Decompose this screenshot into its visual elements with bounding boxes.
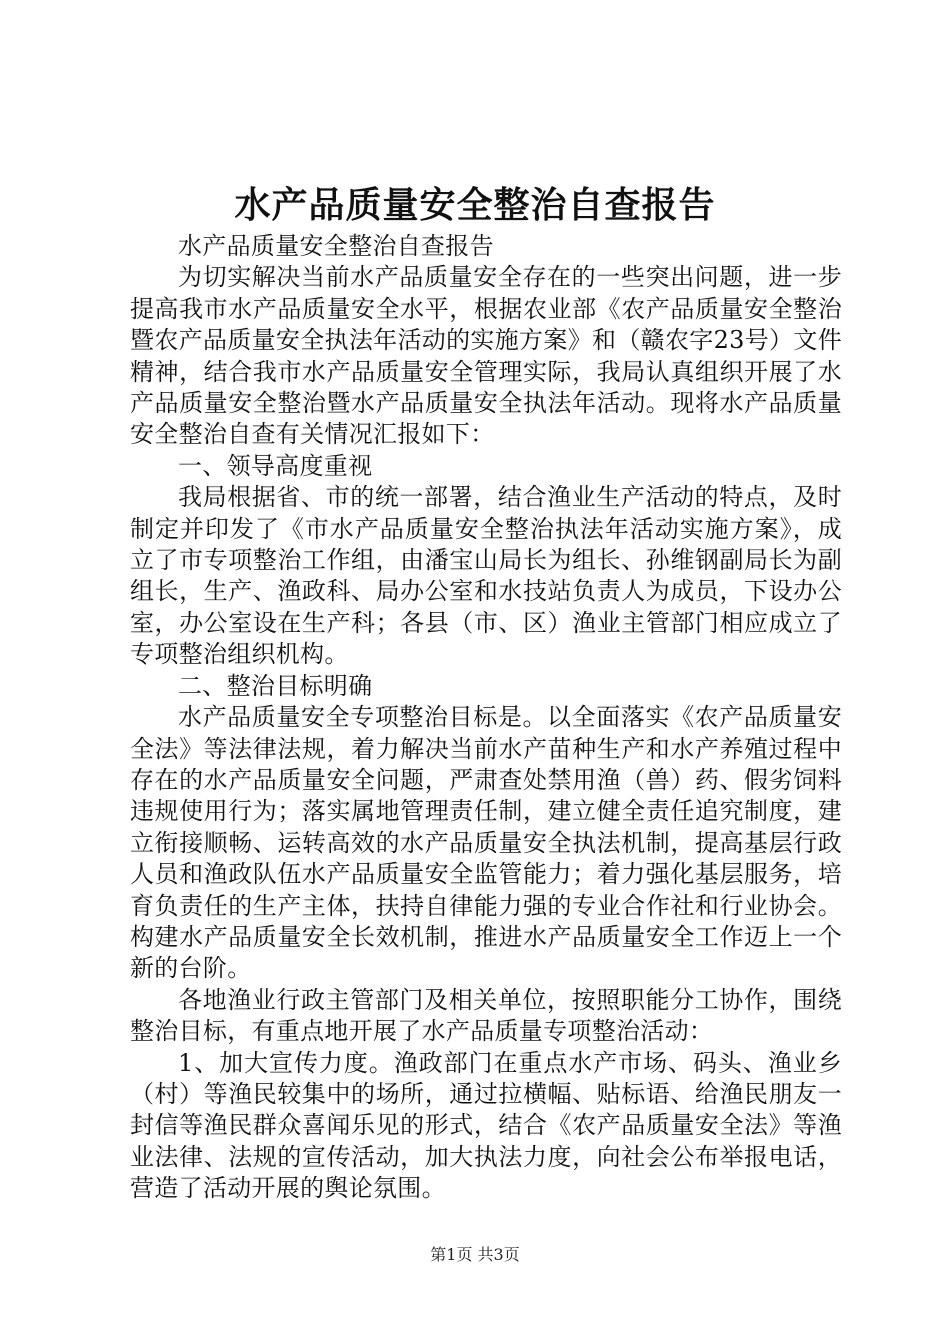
- paragraph-leadership: 我局根据省、市的统一部署，结合渔业生产活动的特点，及时制定并印发了《市水产品质量安全整治执法年活动实施方案》，成立了市专项整治工作组，由潘宝山局长为组长、孙维钢副局长为副组长，生产、渔政科、局办公室和水技站负责人为成员，下设办公室，办公室设在生产科；各县（市、区）渔业主管部门相应成立了专项整治组织机构。: [130, 483, 842, 669]
- paragraph-goals: 水产品质量安全专项整治目标是。以全面落实《农产品质量安全法》等法律法规，着力解决当前水产苗种生产和水产养殖过程中存在的水产品质量安全问题，严肃查处禁用渔（兽）药、假劣饲料违规使用行为；落实属地管理责任制，建立健全责任追究制度，建立衔接顺畅、运转高效的水产品质量安全执法机制，提高基层行政人员和渔政队伍水产品质量安全监管能力；着力强化基层服务，培育负责任的生产主体，扶持自律能力强的专业合作社和行业协会。构建水产品质量安全长效机制，推进水产品质量安全工作迈上一个新的台阶。: [130, 703, 842, 983]
- paragraph-subtitle: 水产品质量安全整治自查报告: [178, 232, 494, 260]
- paragraph-publicity: 1、加大宣传力度。渔政部门在重点水产市场、码头、渔业乡（村）等渔民较集中的场所，通过拉横幅、贴标语、给渔民朋友一封信等渔民群众喜闻乐见的形式，结合《农产品质量安全法》等渔业法律、法规的宣传活动，加大执法力度，向社会公布举报电话，营造了活动开展的舆论氛围。: [130, 1048, 842, 1203]
- section-heading-goals: 二、整治目标明确: [178, 671, 373, 700]
- paragraph-activities: 各地渔业行政主管部门及相关单位，按照职能分工协作，围绕整治目标，有重点地开展了水产品质量专项整治活动：: [130, 985, 842, 1046]
- paragraph-intro: 为切实解决当前水产品质量安全存在的一些突出问题，进一步提高我市水产品质量安全水平，根据农业部《农产品质量安全整治暨农产品质量安全执法年活动的实施方案》和（赣农字23号）文件精神，结合我市水产品质量安全管理实际，我局认真组织开展了水产品质量安全整治暨水产品质量安全执法年活动。现将水产品质量安全整治自查有关情况汇报如下：: [130, 263, 842, 449]
- document-body: [130, 231, 842, 1205]
- page-footer: 第1页 共3页: [430, 1245, 520, 1264]
- section-heading-leadership: 一、领导高度重视: [178, 451, 373, 480]
- document-title: 水产品质量安全整治自查报告: [234, 185, 716, 226]
